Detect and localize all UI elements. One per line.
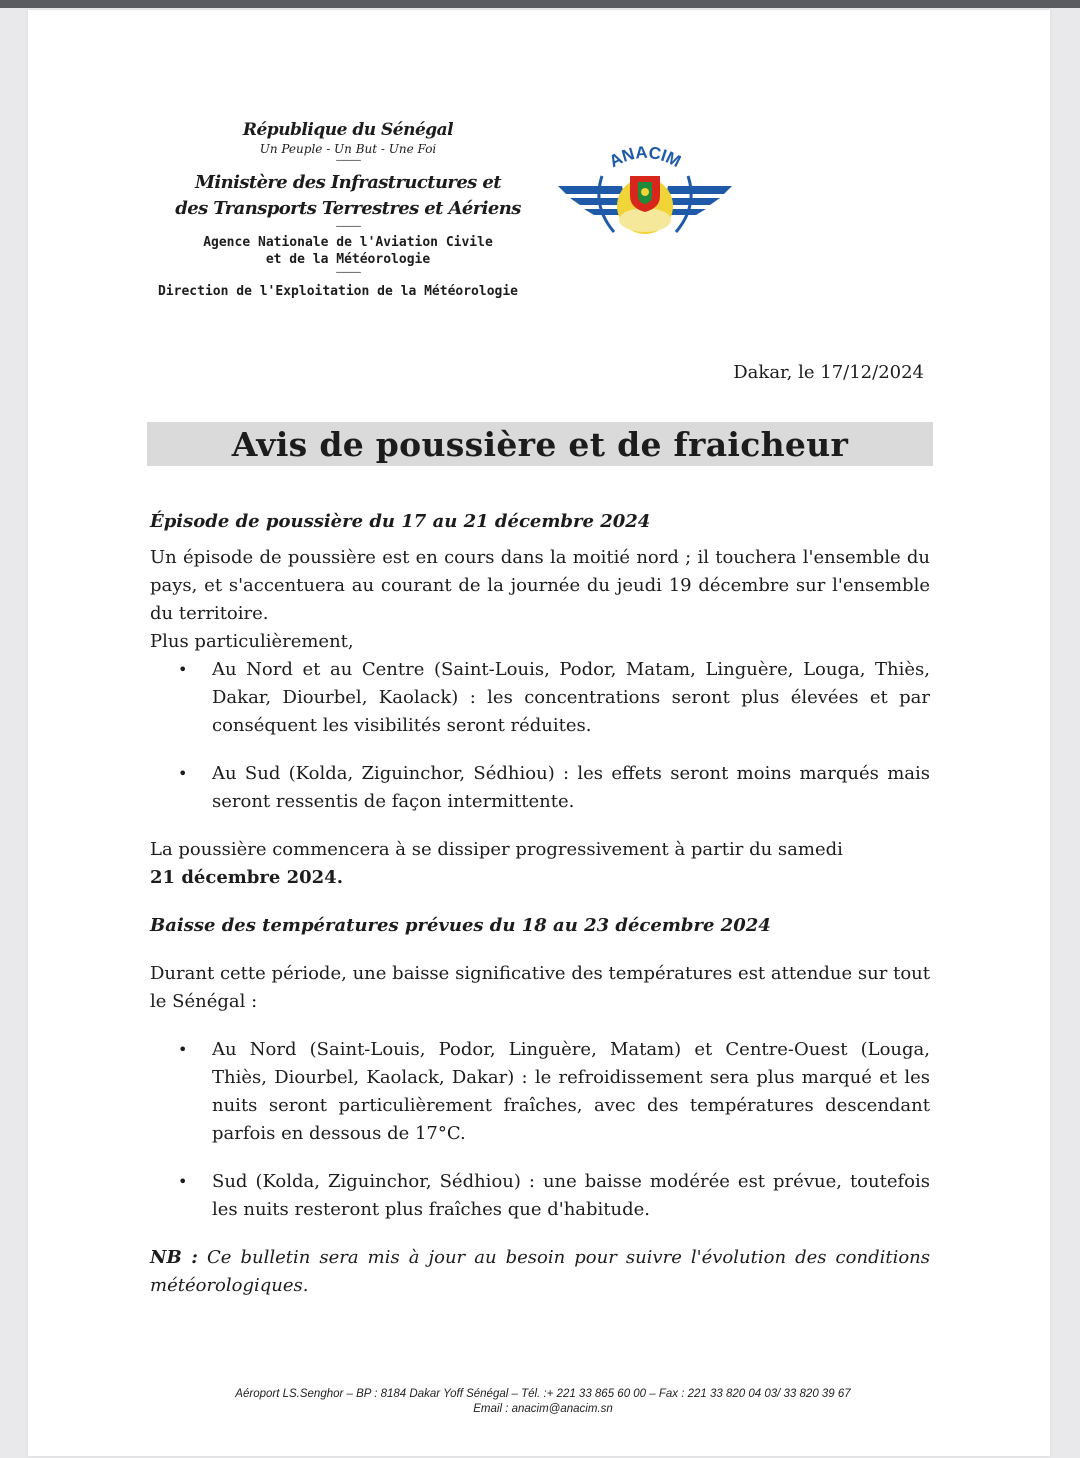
document-footer [108,1387,978,1417]
section2-intro: Durant cette période, une baisse significative des températures est attendue sur tout le Sénégal : [150,963,930,1012]
section1-heading: Épisode de poussière du 17 au 21 décembre 2024 [150,511,651,532]
direction-name: Direction de l'Exploitation de la Météorologie [157,284,519,299]
nb-text: Ce bulletin sera mis à jour au besoin pour suivre l'évolution des conditions météorologiques. [150,1247,931,1296]
logo-text [606,143,684,171]
agency-line-2: et de la Météorologie [265,252,431,267]
separator: ------------ [335,156,361,166]
document-title: Avis de poussière et de fraicheur [147,422,933,466]
logo-right-wing [666,186,732,194]
letterhead [148,120,548,299]
ministry-line-2: des Transports Terrestres et Aériens [175,198,521,219]
section1-intro: Un épisode de poussière est en cours dans la moitié nord ; il touchera l'ensemble du pays, et s'accentuera au courant de la journée du jeudi 19 décembre sur l'ensemble du territoire. [150,547,930,624]
logo-shield-emblem [641,188,649,196]
document-page [28,10,1050,1456]
republic-name: République du Sénégal [242,120,454,140]
section1-lead: Plus particulièrement, [150,631,354,652]
nb-label: NB : [150,1247,198,1268]
logo-left-wing [558,186,624,194]
agency-name [148,234,548,268]
date-line: Dakar, le 17/12/2024 [733,362,924,383]
ministry-line-1: Ministère des Infrastructures et [195,172,501,193]
section1-bullet-list [150,656,930,816]
section1-bullet-south: • Au Sud (Kolda, Ziguinchor, Sédhiou) : les effets seront moins marqués mais seront ressentis de façon intermittente. [150,760,930,816]
separator: ------------ [335,222,361,232]
footer-email: Email : anacim@anacim.sn [473,1403,613,1415]
section2-bullet-list [150,1036,930,1224]
section1-bullet-north: • Au Nord et au Centre (Saint-Louis, Podor, Matam, Linguère, Louga, Thiès, Dakar, Diourbel, Kaolack) : les concentrations seront plus élevées et par conséquent les visibilités seront réduites. [150,656,930,740]
footer-address: Aéroport LS.Senghor – BP : 8184 Dakar Yoff Sénégal – Tél. :+ 221 33 865 60 00 – Fax : 221 33 820 04 03/ 33 820 39 67 [235,1388,851,1400]
section2-heading: Baisse des températures prévues du 18 au 23 décembre 2024 [150,915,771,936]
document-body [150,508,930,1300]
separator: ------------ [335,268,361,278]
ministry-name [148,170,548,222]
anacim-logo-icon [552,136,738,246]
nb-note [150,1244,930,1300]
top-bar [0,0,1080,8]
agency-line-1: Agence Nationale de l'Aviation Civile [203,235,493,250]
section2-bullet-north: • Au Nord (Saint-Louis, Podor, Linguère, Matam) et Centre-Ouest (Louga, Thiès, Diourbel, Kaolack, Dakar) : le refroidissement sera plus marqué et les nuits seront particulièrement fraîches, avec des températures descendant parfois en dessous de 17°C. [150,1036,930,1148]
section2-bullet-south: • Sud (Kolda, Ziguinchor, Sédhiou) : une baisse modérée est prévue, toutefois les nuits resteront plus fraîches que d'habitude. [150,1168,930,1224]
logo-text-path: ANACIM [606,142,684,172]
national-motto: Un Peuple - Un But - Une Foi [259,142,437,156]
section1-closing-date: 21 décembre 2024. [150,867,343,888]
section1-closing-text: La poussière commencera à se dissiper progressivement à partir du samedi [150,839,843,860]
section1-closing [150,836,930,892]
